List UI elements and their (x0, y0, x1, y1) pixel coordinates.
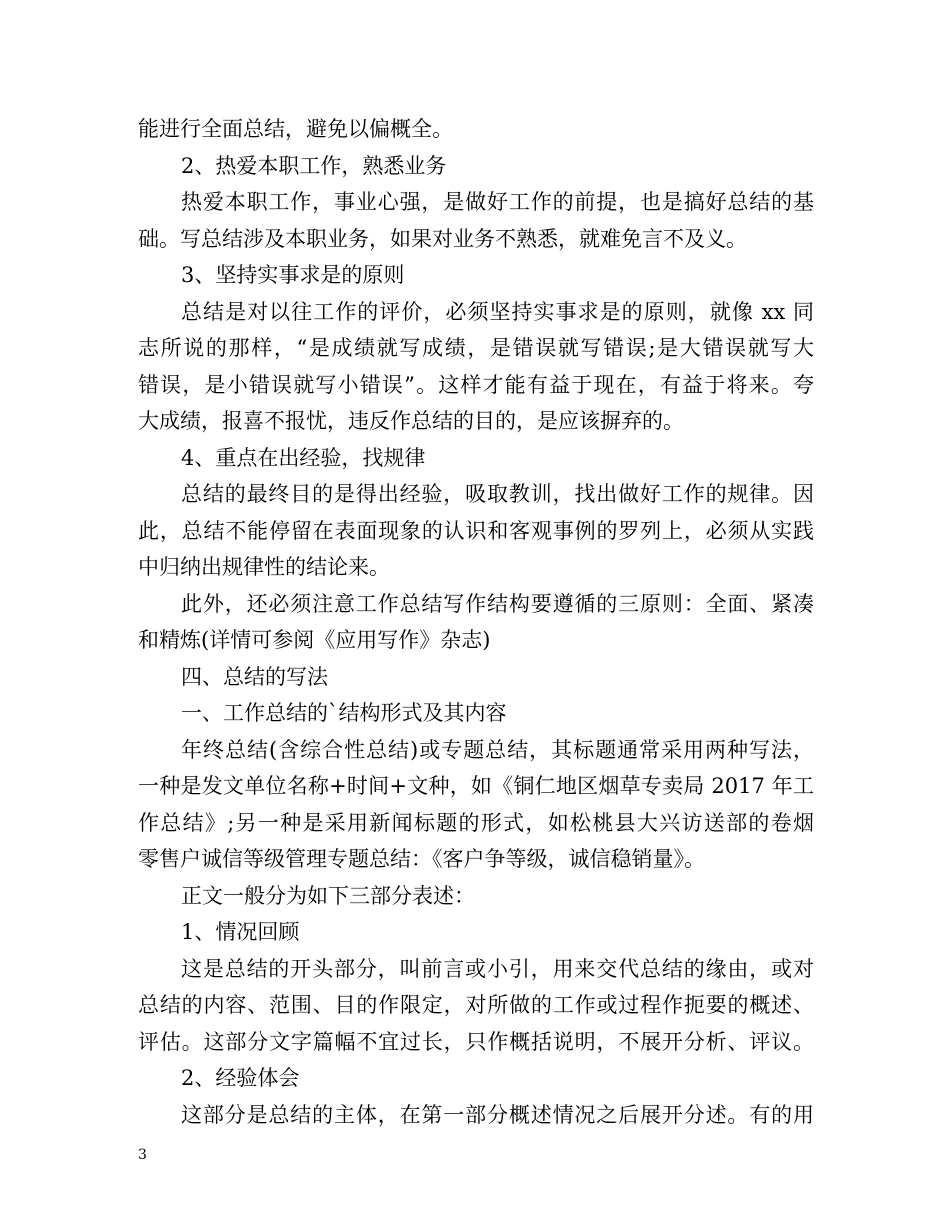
text-line: 热爱本职工作，事业心强，是做好工作的前提，也是搞好总结的基 (181, 190, 814, 214)
text-line: 1、情况回顾 (181, 920, 300, 944)
text-line: 总结的内容、范围、目的作限定，对所做的工作或过程作扼要的概述、 (138, 993, 814, 1017)
text-line: 作总结》;另一种是采用新闻标题的形式，如松桃县大兴访送部的卷烟 (138, 810, 814, 835)
text-line: 四、总结的写法 (181, 664, 328, 689)
text-line: 大成绩，报喜不报忧，违反作总结的目的，是应该摒弃的。 (138, 409, 684, 433)
text-line: 年终总结(含综合性总结)或专题总结，其标题通常采用两种写法， (181, 737, 814, 762)
text-line: 一、工作总结的`结构形式及其内容 (181, 701, 507, 725)
page-number: 3 (138, 1147, 147, 1163)
text-line: 础。写总结涉及本职业务，如果对业务不熟悉，就难免言不及义。 (138, 226, 747, 251)
text-line: 2、经验体会 (181, 1066, 300, 1090)
text-line: 和精炼(详情可参阅《应用写作》杂志) (138, 628, 491, 652)
text-line: 中归纳出规律性的结论来。 (138, 555, 390, 579)
text-line: 正文一般分为如下三部分表述： (181, 883, 475, 908)
text-line: 此，总结不能停留在表面现象的认识和客观事例的罗列上，必须从实践 (138, 518, 814, 543)
text-line: 此外，还必须注意工作总结写作结构要遵循的三原则：全面、紧凑 (181, 591, 814, 616)
text-line: 一种是发文单位名称+时间+文种，如《铜仁地区烟草专卖局 2017 年工 (138, 774, 814, 798)
text-line: 零售户诚信等级管理专题总结：《客户争等级，诚信稳销量》。 (138, 847, 705, 871)
text-line: 总结的最终目的是得出经验，吸取教训，找出做好工作的规律。因 (181, 482, 814, 506)
text-line: 错误，是小错误就写小错误”。这样才能有益于现在，有益于将来。夸 (138, 372, 814, 397)
text-line: 总结是对以往工作的评价，必须坚持实事求是的原则，就像 xx 同 (181, 299, 814, 324)
text-line: 志所说的那样，“是成绩就写成绩，是错误就写错误;是大错误就写大 (138, 336, 814, 360)
text-line: 4、重点在出经验，找规律 (181, 445, 426, 470)
text-line: 2、热爱本职工作，熟悉业务 (181, 153, 447, 178)
text-line: 这部分是总结的主体，在第一部分概述情况之后展开分述。有的用 (181, 1102, 814, 1127)
text-line: 这是总结的开头部分，叫前言或小引，用来交代总结的缘由，或对 (181, 956, 814, 981)
text-line: 3、坚持实事求是的原则 (181, 263, 405, 287)
body-text (138, 111, 814, 1133)
text-line: 能进行全面总结，避免以偏概全。 (138, 117, 453, 141)
text-line: 评估。这部分文字篇幅不宜过长，只作概括说明，不展开分析、评议。 (138, 1029, 814, 1054)
